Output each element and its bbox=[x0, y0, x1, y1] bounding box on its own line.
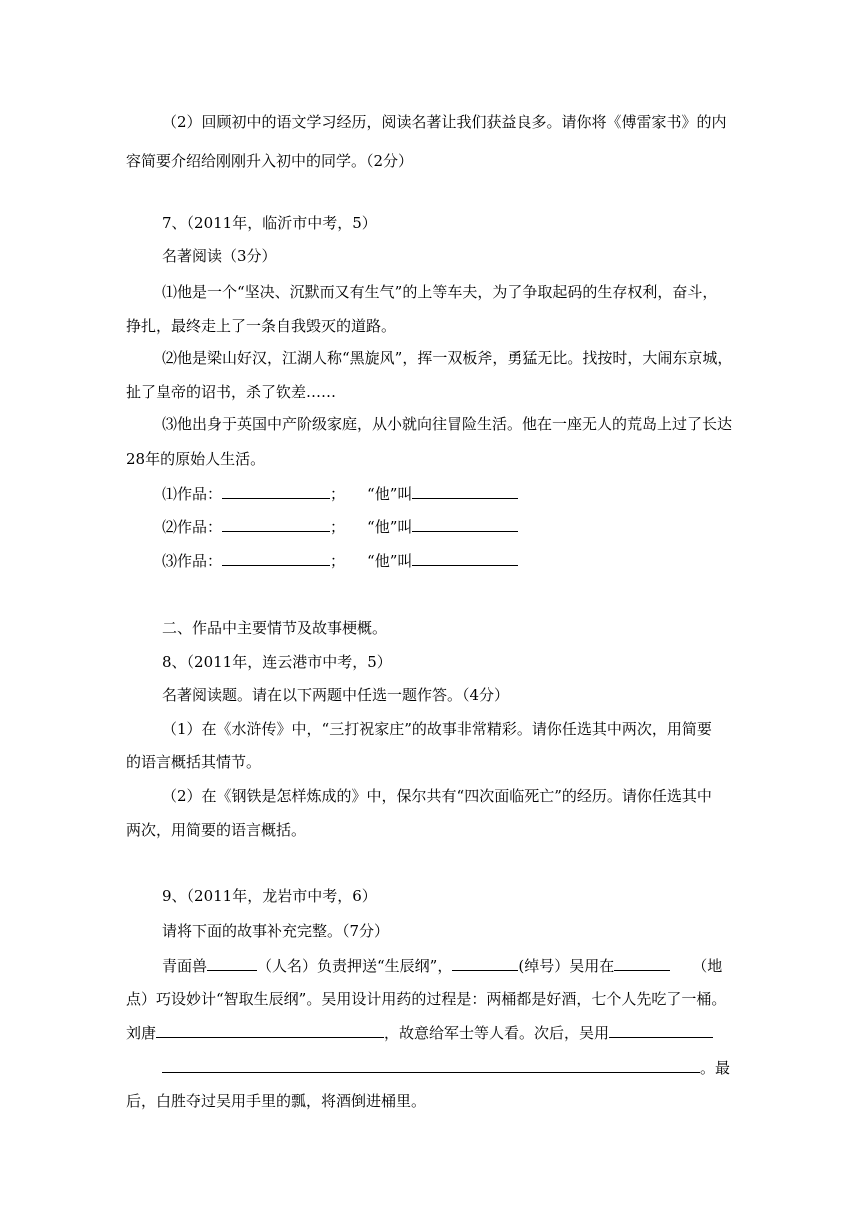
answer-work-label: ⑴作品： bbox=[162, 485, 223, 503]
q8-part2-line2: 两次，用简要的语言概括。 bbox=[126, 821, 307, 839]
person-name-blank[interactable] bbox=[207, 955, 257, 971]
work-blank[interactable] bbox=[222, 516, 330, 532]
q7-answer-row bbox=[162, 550, 518, 570]
q9-header: 9、（2011年，龙岩市中考，6） bbox=[162, 887, 377, 905]
q8-header: 8、（2011年，连云港市中考，5） bbox=[162, 653, 392, 671]
answer-name-label: “他”叫 bbox=[367, 552, 413, 570]
q9-text: 刘唐 bbox=[126, 1024, 157, 1042]
name-blank[interactable] bbox=[412, 483, 518, 499]
q7-clue3-line1: ⑶他出身于英国中产阶级家庭，从小就向往冒险生活。他在一座无人的荒岛上过了长达 bbox=[162, 415, 733, 433]
q7-clue2-line1: ⑵他是梁山好汉，江湖人称“黑旋风”，挥一双板斧，勇猛无比。找按时，大闹东京城， bbox=[162, 349, 733, 367]
section2-heading: 二、作品中主要情节及故事梗概。 bbox=[162, 619, 388, 637]
q8-part1-line2: 的语言概括其情节。 bbox=[126, 753, 262, 771]
q7-clue3-line2: 28年的原始人生活。 bbox=[126, 450, 266, 468]
place-blank[interactable] bbox=[614, 955, 670, 971]
q8-part2-line1: （2）在《钢铁是怎样炼成的》中，保尔共有“四次面临死亡”的经历。请你任选其中 bbox=[162, 787, 712, 805]
q8-title: 名著阅读题。请在以下两题中任选一题作答。（4分） bbox=[162, 686, 510, 704]
answer-sep: ； bbox=[330, 552, 346, 570]
q6-part2-line2: 容简要介绍给刚刚升入初中的同学。（2分） bbox=[126, 152, 414, 170]
q9-title: 请将下面的故事补充完整。（7分） bbox=[162, 922, 390, 940]
q9-text: （人名）负责押送“生辰纲”， bbox=[257, 957, 453, 975]
q9-line4 bbox=[162, 1057, 730, 1077]
q7-clue1-line1: ⑴他是一个“坚决、沉默而又有生气”的上等车夫，为了争取起码的生存权利，奋斗， bbox=[162, 283, 718, 301]
q7-answer-row bbox=[162, 483, 518, 503]
liutang-action-blank[interactable] bbox=[156, 1022, 384, 1038]
q7-answer-row bbox=[162, 516, 518, 536]
answer-work-label: ⑶作品： bbox=[162, 552, 223, 570]
nickname-blank[interactable] bbox=[452, 955, 518, 971]
q8-part1-line1: （1）在《水浒传》中，“三打祝家庄”的故事非常精彩。请你任选其中两次，用简要 bbox=[162, 720, 712, 738]
wuyong-action-blank[interactable] bbox=[609, 1022, 713, 1038]
wuyong-action-blank-cont[interactable] bbox=[162, 1057, 700, 1073]
q9-text: ，故意给军士等人看。次后，吴用 bbox=[384, 1024, 610, 1042]
q6-part2-line1: （2）回顾初中的语文学习经历，阅读名著让我们获益良多。请你将《傅雷家书》的内 bbox=[162, 113, 727, 131]
q7-header: 7、（2011年，临沂市中考，5） bbox=[162, 214, 377, 232]
name-blank[interactable] bbox=[412, 550, 518, 566]
q9-line3 bbox=[126, 1022, 713, 1042]
answer-sep: ； bbox=[330, 485, 346, 503]
q9-line2: 点）巧设妙计“智取生辰纲”。吴用设计用药的过程是：两桶都是好酒，七个人先吃了一桶。 bbox=[126, 990, 727, 1008]
q9-line1 bbox=[162, 955, 722, 975]
answer-work-label: ⑵作品： bbox=[162, 518, 223, 536]
q9-line5: 后，白胜夺过吴用手里的瓢，将酒倒进桶里。 bbox=[126, 1092, 427, 1110]
answer-name-label: “他”叫 bbox=[367, 485, 413, 503]
work-blank[interactable] bbox=[222, 483, 330, 499]
q9-text: 青面兽 bbox=[162, 957, 208, 975]
q7-title: 名著阅读（3分） bbox=[162, 247, 277, 265]
q9-text: （地 bbox=[692, 957, 723, 975]
q9-text: (绰号）吴用在 bbox=[518, 957, 615, 975]
answer-name-label: “他”叫 bbox=[367, 518, 413, 536]
work-blank[interactable] bbox=[222, 550, 330, 566]
q7-clue2-line2: 扯了皇帝的诏书，杀了钦差…… bbox=[126, 383, 337, 401]
name-blank[interactable] bbox=[412, 516, 518, 532]
answer-sep: ； bbox=[330, 518, 346, 536]
q7-clue1-line2: 挣扎，最终走上了一条自我毁灭的道路。 bbox=[126, 317, 397, 335]
q9-text: 。最 bbox=[700, 1059, 731, 1077]
